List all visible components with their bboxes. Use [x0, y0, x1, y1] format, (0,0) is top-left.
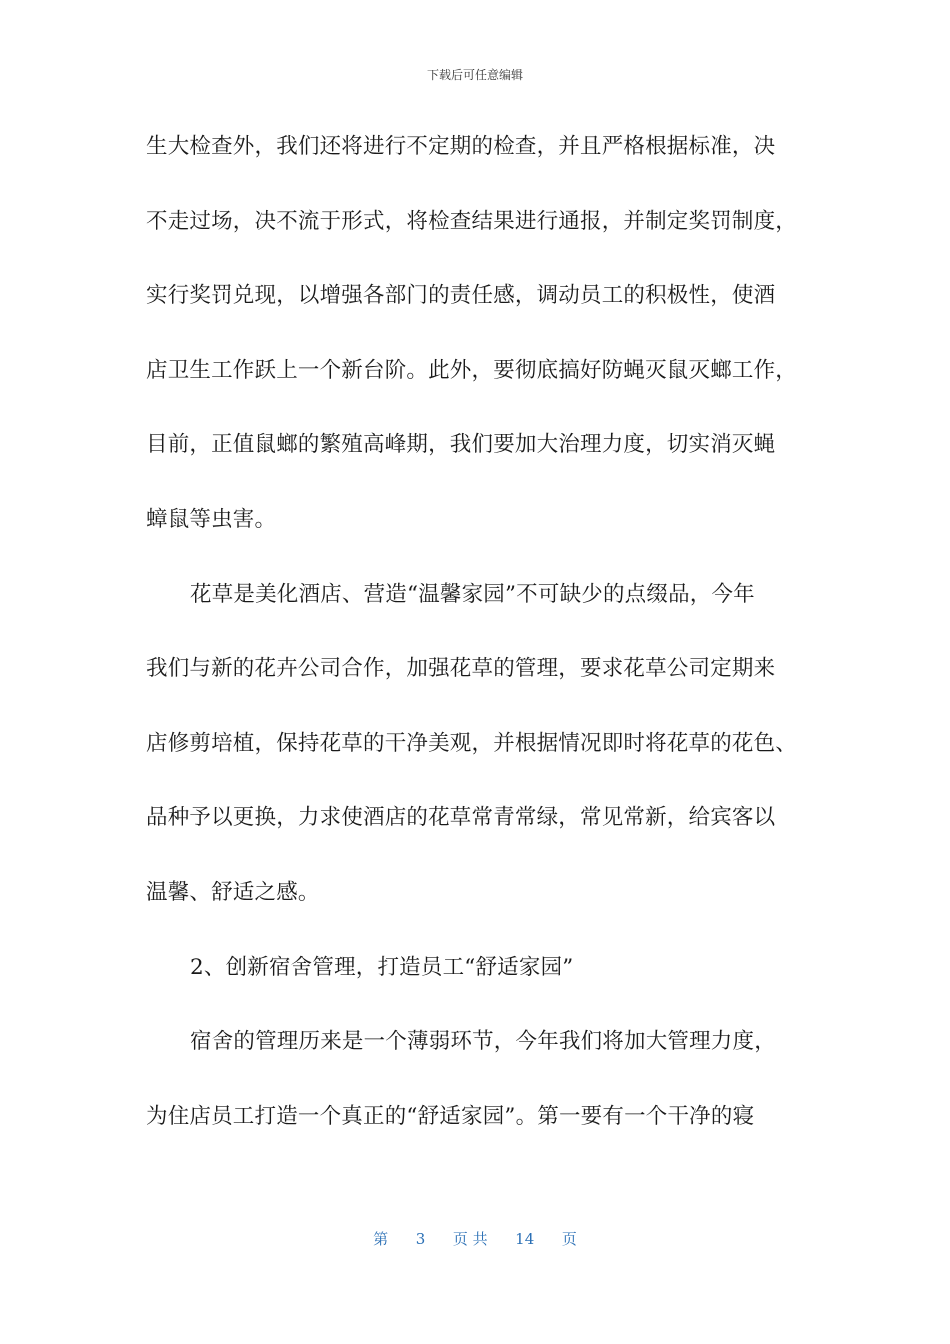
- body-line: 我们与新的花卉公司合作，加强花草的管理，要求花草公司定期来: [146, 656, 776, 682]
- body-line: 目前，正值鼠螂的繁殖高峰期，我们要加大治理力度，切实消灭蝇: [146, 432, 776, 458]
- body-line: 花草是美化酒店、营造“温馨家园”不可缺少的点缀品，今年: [190, 581, 755, 607]
- footer-suffix: 页: [561, 1230, 577, 1248]
- total-pages-number: 14: [515, 1230, 535, 1248]
- body-line: 生大检查外，我们还将进行不定期的检查，并且严格根据标准，决: [146, 134, 776, 159]
- body-line: 蟑鼠等虫害。: [146, 506, 277, 532]
- footer-prefix: 第: [373, 1230, 389, 1248]
- footer-middle: 页 共: [452, 1230, 488, 1248]
- body-line: 店卫生工作跃上一个新台阶。此外，要彻底搞好防蝇灭鼠灭螂工作，: [146, 357, 798, 383]
- body-line: 店修剪培植，保持花草的干净美观，并根据情况即时将花草的花色、: [146, 730, 798, 756]
- body-line: 品种予以更换，力求使酒店的花草常青常绿，常见常新，给宾客以: [146, 805, 776, 831]
- body-line: 温馨、舒适之感。: [146, 879, 320, 905]
- body-line: 为住店员工打造一个真正的“舒适家园”。第一要有一个干净的寝: [146, 1103, 755, 1129]
- page-header: [0, 66, 950, 83]
- body-line: 不走过场，决不流于形式，将检查结果进行通报，并制定奖罚制度，: [146, 208, 798, 234]
- body-line: 宿舍的管理历来是一个薄弱环节，今年我们将加大管理力度，: [190, 1029, 776, 1055]
- page-footer: [0, 1228, 950, 1249]
- section-heading: 2、创新宿舍管理，打造员工“舒适家园”: [190, 954, 574, 980]
- header-text: 下载后可任意编辑: [426, 68, 523, 82]
- body-line: 实行奖罚兑现，以增强各部门的责任感，调动员工的积极性，使酒: [146, 283, 776, 309]
- document-body: [146, 128, 806, 1172]
- current-page-number: 3: [415, 1230, 426, 1248]
